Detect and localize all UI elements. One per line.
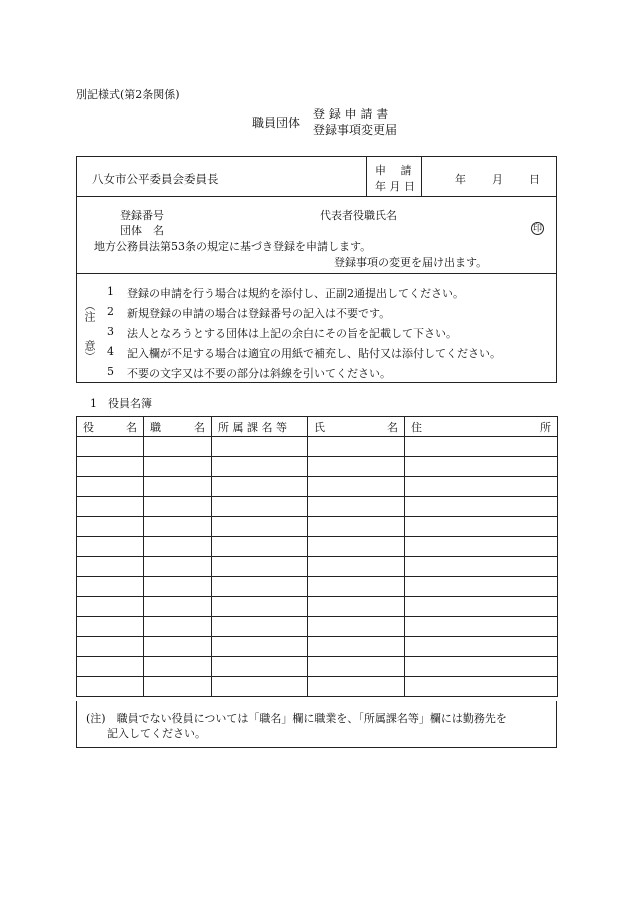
roster-cell[interactable] [77,497,144,517]
title-line-2: 登録事項変更届 [313,123,398,137]
roster-cell[interactable] [212,437,308,457]
table-row [77,497,558,517]
roster-cell[interactable] [77,457,144,477]
table-row [77,477,558,497]
roster-cell[interactable] [405,657,558,677]
roster-cell[interactable] [77,477,144,497]
roster-cell[interactable] [308,677,405,697]
roster-cell[interactable] [144,477,212,497]
roster-cell[interactable] [212,617,308,637]
footnote-line: (注) 職員でない役員については「職名」欄に職業を、「所属課名等」欄には勤務先を [86,712,507,725]
roster-cell[interactable] [405,457,558,477]
roster-cell[interactable] [308,497,405,517]
registration-number-label: 登録番号 [120,209,164,222]
roster-cell[interactable] [212,677,308,697]
roster-cell[interactable] [212,577,308,597]
table-row [77,637,558,657]
roster-cell[interactable] [77,437,144,457]
table-header-row [77,417,558,437]
roster-cell[interactable] [405,537,558,557]
roster-cell[interactable] [144,497,212,517]
apply-date-label: 年 月 日 [375,180,415,193]
form-label: 別記様式(第2条関係) [76,88,180,101]
roster-cell[interactable] [144,437,212,457]
note-number: 4 [107,345,114,358]
roster-cell[interactable] [405,577,558,597]
title-line-1: 登 録 申 請 書 [313,107,389,121]
addressee: 八女市公平委員会委員長 [92,172,219,186]
roster-cell[interactable] [77,517,144,537]
note-text: 新規登録の申請の場合は登録番号の記入は不要です。 [127,307,391,320]
table-row [77,597,558,617]
roster-cell[interactable] [144,617,212,637]
divider [76,196,557,197]
roster-cell[interactable] [405,477,558,497]
roster-cell[interactable] [144,537,212,557]
roster-cell[interactable] [77,537,144,557]
officer-roster-table [76,416,558,697]
roster-cell[interactable] [405,677,558,697]
roster-cell[interactable] [212,537,308,557]
notes-label: 意︶ [83,340,96,362]
roster-cell[interactable] [212,637,308,657]
roster-cell[interactable] [144,597,212,617]
roster-footnote [76,701,557,748]
roster-cell[interactable] [77,597,144,617]
roster-section-title: 1 役員名簿 [90,397,152,410]
roster-cell[interactable] [144,517,212,537]
statement-apply: 地方公務員法第53条の規定に基づき登録を申請します。 [94,240,372,253]
footnote-line: 記入してください。 [107,727,206,740]
note-number: 2 [107,305,114,318]
roster-cell[interactable] [308,617,405,637]
roster-cell[interactable] [144,557,212,577]
column-header: 役 名 [77,417,144,437]
note-text: 法人となろうとする団体は上記の余白にその旨を記載して下さい。 [127,327,457,340]
roster-cell[interactable] [405,637,558,657]
roster-cell[interactable] [212,597,308,617]
table-row [77,657,558,677]
roster-cell[interactable] [144,457,212,477]
table-row [77,437,558,457]
roster-cell[interactable] [212,557,308,577]
roster-cell[interactable] [212,497,308,517]
roster-cell[interactable] [405,557,558,577]
table-row [77,557,558,577]
roster-cell[interactable] [308,517,405,537]
seal-icon: 印 [532,224,542,234]
roster-cell[interactable] [308,577,405,597]
roster-cell[interactable] [308,457,405,477]
column-header: 住 所 [405,417,558,437]
roster-cell[interactable] [144,677,212,697]
date-year-field[interactable]: 年 [455,173,466,186]
column-header: 所 属 課 名 等 [212,417,308,437]
roster-cell[interactable] [308,537,405,557]
roster-cell[interactable] [405,437,558,457]
table-row [77,577,558,597]
representative-label: 代表者役職氏名 [320,209,397,222]
table-row [77,537,558,557]
roster-cell[interactable] [405,597,558,617]
table-row [77,457,558,477]
note-number: 3 [107,325,114,338]
roster-cell[interactable] [212,657,308,677]
roster-cell[interactable] [405,517,558,537]
table-row [77,517,558,537]
roster-cell[interactable] [77,657,144,677]
roster-cell[interactable] [308,557,405,577]
roster-cell[interactable] [308,597,405,617]
roster-cell[interactable] [405,497,558,517]
note-text: 登録の申請を行う場合は規約を添付し、正副2通提出してください。 [127,287,464,300]
roster-cell[interactable] [144,577,212,597]
roster-cell[interactable] [405,617,558,637]
note-number: 1 [107,285,114,298]
roster-cell[interactable] [144,637,212,657]
date-day-field[interactable]: 日 [529,173,540,186]
roster-cell[interactable] [77,557,144,577]
note-text: 記入欄が不足する場合は適宜の用紙で補充し、貼付又は添付してください。 [127,347,501,360]
roster-cell[interactable] [308,637,405,657]
roster-cell[interactable] [212,457,308,477]
roster-body [77,437,558,697]
table-row [77,617,558,637]
table-row [77,677,558,697]
roster-cell[interactable] [77,577,144,597]
roster-cell[interactable] [212,477,308,497]
roster-cell[interactable] [77,617,144,637]
note-text: 不要の文字又は不要の部分は斜線を引いてください。 [127,367,391,380]
divider [421,156,422,196]
notes-label: ︵注 [83,300,96,322]
roster-cell[interactable] [77,637,144,657]
apply-date-label: 申 請 [375,164,412,177]
roster-cell[interactable] [308,477,405,497]
column-header: 氏 名 [308,417,405,437]
roster-cell[interactable] [212,517,308,537]
divider [76,273,557,274]
note-number: 5 [107,365,114,378]
roster-cell[interactable] [308,657,405,677]
divider [366,156,367,196]
roster-cell[interactable] [77,677,144,697]
group-name-label: 団体 名 [120,224,164,237]
column-header: 職 名 [144,417,212,437]
title-prefix: 職員団体 [252,116,301,130]
date-month-field[interactable]: 月 [492,173,503,186]
statement-change: 登録事項の変更を届け出ます。 [334,256,488,269]
roster-cell[interactable] [308,437,405,457]
roster-cell[interactable] [144,657,212,677]
